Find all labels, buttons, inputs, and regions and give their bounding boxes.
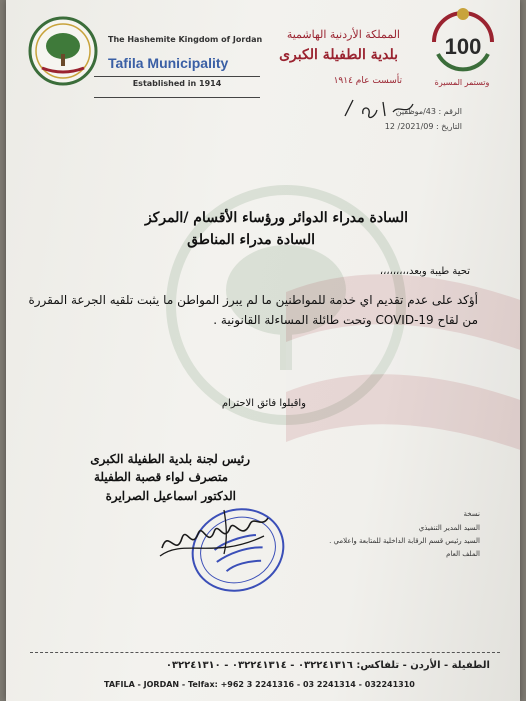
copy-recipient: السيد المدير التنفيذي [418,524,480,532]
centenary-logo-icon [418,2,508,82]
body-paragraph-line-2: من لقاح COVID-19 وتحت طائلة المساءلة القانونية . [213,313,478,327]
footer-divider [30,652,500,653]
arabic-established-text: تأسست عام ١٩١٤ [333,76,402,86]
reference-number: الرقم : 43/موظفين [395,107,462,116]
english-established-text: Established in 1914 [132,79,222,88]
footer-english-address: TAFILA - JORDAN - Telfax: +962 3 2241316 - 03 2241314 - 032241310 [104,680,415,689]
copies-heading: نسخة [463,510,480,518]
arabic-municipality-name: بلدية الطفيلة الكبرى [279,47,398,63]
english-municipality-name: Tafila Municipality [108,55,229,71]
arabic-slogan: وتستمر المسيرة [434,78,490,87]
handwritten-reference-mark [341,94,421,124]
signatory-title-1: رئيس لجنة بلدية الطفيلة الكبرى [90,452,250,466]
letter-page [6,0,520,701]
copy-recipient: السيد رئيس قسم الرقابة الداخلية للمتابعة واعلامي . [329,537,480,545]
signatory-name: الدكتور اسماعيل الصرايرة [105,489,236,503]
addressee-line-1: السادة مدراء الدوائر ورؤساء الأقسام /المركز [144,210,408,226]
reference-date: التاريخ : 2021/09/ 12 [384,122,462,131]
handwritten-signature [154,498,274,568]
english-kingdom-title: The Hashemite Kingdom of Jordan [108,35,263,44]
signatory-title-2: متصرف لواء قصبة الطفيلة [93,470,228,484]
greeting: تحية طيبة وبعد،،،،،،،،، [379,266,470,277]
arabic-kingdom-title: المملكة الأردنية الهاشمية [286,28,400,41]
copy-recipient: الملف العام [446,550,480,558]
body-paragraph-line-1: أؤكد على عدم تقديم اي خدمة للمواطنين ما لم يبرز المواطن ما يثبت تلقيه الجرعة المقررة [28,293,478,307]
municipality-emblem-icon [28,16,98,86]
footer-arabic-address: الطفيلة - الأردن - تلفاكس: ٠٣٢٢٤١٣١٦ - ٠٣٢٢٤١٣١٤ - ٠٣٢٢٤١٣١٠ [165,660,490,671]
centenary-number: 100 [444,34,482,59]
closing-line: واقبلوا فائق الاحترام [221,398,306,409]
addressee-line-2: السادة مدراء المناطق [187,232,315,248]
